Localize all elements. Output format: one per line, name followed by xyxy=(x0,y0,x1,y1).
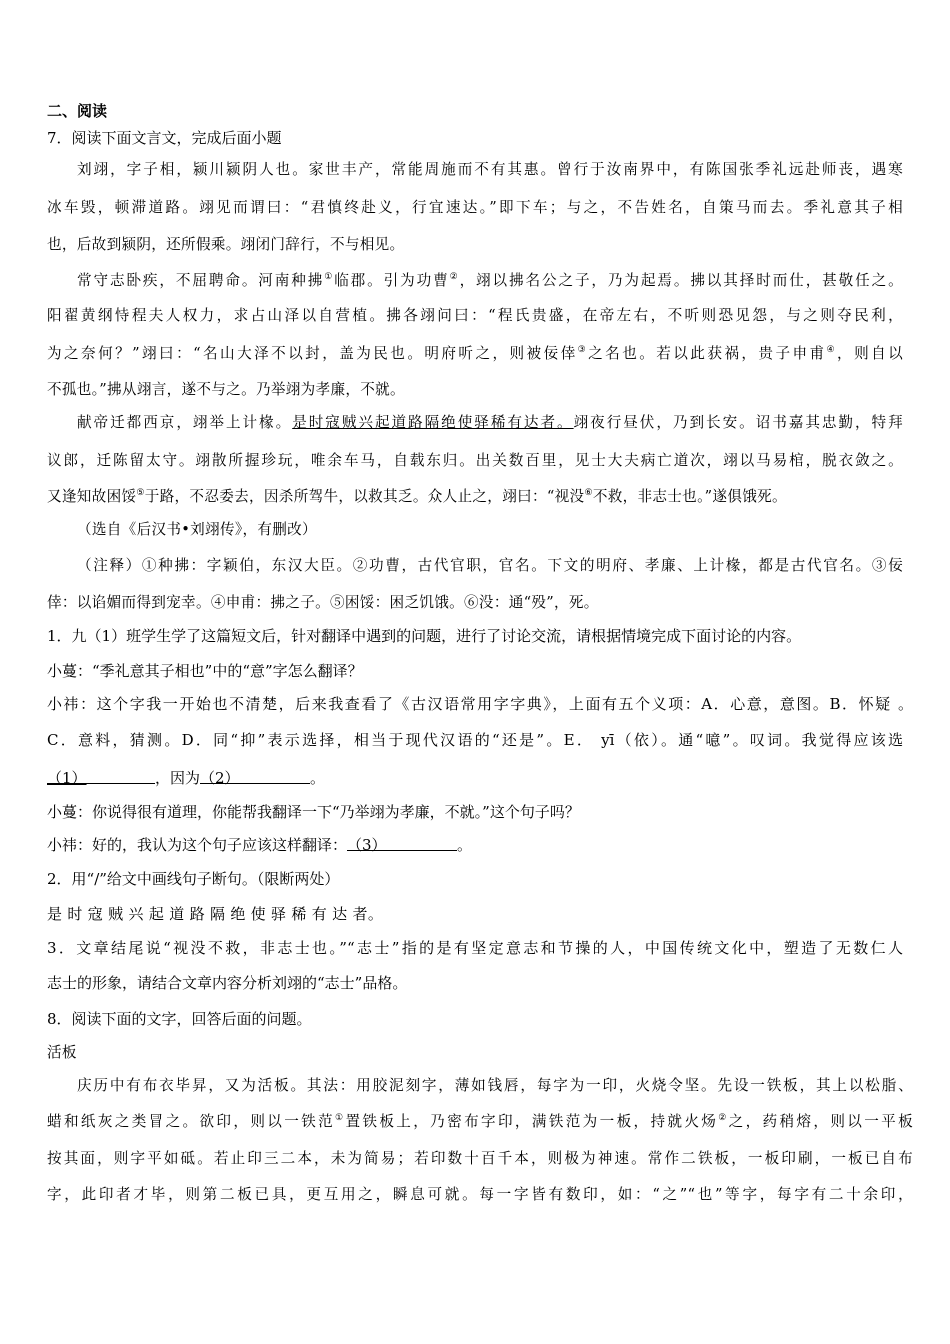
passage-line: 冰车毁，顿滞道路。翊见而谓曰：“君慎终赴义，行宜速达。”即下车；与之，不告姓名，自策马而去。季礼意其子相 xyxy=(47,199,903,216)
answer-blank-1[interactable]: （1） xyxy=(47,768,155,784)
passage-line: 献帝迁都西京，翊举上计椽。是时寇贼兴起道路隔绝使驿稀有达者。翊夜行昼伏，乃到长安。诏书嘉其忠勤，特拜 xyxy=(77,414,903,431)
q7-prompt: 7．阅读下面文言文，完成后面小题 xyxy=(47,129,282,147)
footnote-marker: ① xyxy=(324,272,335,283)
footnote-marker: ② xyxy=(449,272,460,283)
passage-line: 按其面，则字平如砥。若止印三二本，未为简易；若印数十百千本，则极为神速。常作二铁板，一板印刷，一板已自布 xyxy=(47,1150,913,1167)
dialogue-line: C．意料，猜测。D．同“抑”表示选择，相当于现代汉语的“还是”。E． yī（依）。通“噫”。叹词。我觉得应该选 xyxy=(47,731,903,749)
question-text: 1．九（1）班学生学了这篇短文后，针对翻译中遇到的问题，进行了讨论交流，请根据情境完成下面讨论的内容。 xyxy=(47,627,802,645)
passage-line: 阳翟黄纲恃程夫人权力，求占山泽以自营植。拂各翊问曰：“程氏贵盛，在帝左右，不听则恐见怨，与之则夺民利， xyxy=(47,307,903,324)
passage-line: 常守志卧疾，不屈聘命。河南种拂①临郡。引为功曹②，翊以拂名公之子，乃为起焉。拂以其择时而仕，甚敬任之。 xyxy=(77,272,903,289)
passage-line: 也，后故到颍阴，还所假乘。翊闭门辞行，不与相见。 xyxy=(47,236,405,253)
answer-blank-3[interactable]: （3） xyxy=(347,835,457,851)
note-line: （注释）①种拂：字颖伯，东汉大臣。②功曹，古代官职，官名。下文的明府、孝廉、上计椽，都是古代官名。③佞 xyxy=(77,557,903,574)
passage-line: 蜡和纸灰之类冒之。欲印，则以一铁范①置铁板上，乃密布字印，满铁范为一板，持就火炀②之，药稍熔，则以一平板 xyxy=(47,1113,913,1130)
passage-line: 字，此印者才毕，则第二板已具，更互用之，瞬息可就。每一字皆有数印，如：“之”“也”等字，每字有二十余印， xyxy=(47,1186,913,1203)
note-line: 倖：以谄媚而得到宠幸。④申甫：拂之子。⑤困馁：困乏饥饿。⑥没：通“殁”，死。 xyxy=(47,594,599,611)
passage-source: （选自《后汉书•刘翊传》，有删改） xyxy=(77,521,317,538)
footnote-marker: ① xyxy=(335,1113,346,1124)
passage-line: 又逢知故困馁⑤于路，不忍委去，因杀所驾牛，以救其乏。众人止之，翊曰：“视没⑥不救，非志士也。”遂俱饿死。 xyxy=(47,488,787,505)
passage-line: 为之奈何？”翊曰：“名山大泽不以封，盖为民也。明府听之，则被佞倖③之名也。若以此获祸，贵子申甫④，则自以 xyxy=(47,345,904,362)
answer-line: （1） ，因为（2） 。 xyxy=(47,769,326,787)
dialogue-line: 小祎：这个字我一开始也不清楚，后来我查看了《古汉语常用字字典》，上面有五个义项：A．心意，意图。B．怀疑 。 xyxy=(47,695,913,713)
dialogue-line: 小蔓：你说得很有道理，你能帮我翻译一下“乃举翊为孝廉，不就。”这个句子吗？ xyxy=(47,803,580,821)
passage-line: 庆历中有布衣毕昇，又为活板。其法：用胶泥刻字，薄如钱唇，每字为一印，火烧令坚。先设一铁板，其上以松脂、 xyxy=(77,1077,913,1094)
answer-line: 小祎：好的，我认为这个句子应该这样翻译：（3） 。 xyxy=(47,836,473,854)
question-text: 2．用“/”给文中画线句子断句。（限断两处） xyxy=(47,870,340,888)
footnote-marker: ③ xyxy=(577,345,589,356)
passage-title: 活板 xyxy=(47,1044,77,1061)
footnote-marker: ⑤ xyxy=(136,488,145,499)
question-text: 志士的形象，请结合文章内容分析刘翊的“志士”品格。 xyxy=(47,974,408,992)
q8-prompt: 8．阅读下面的文字，回答后面的问题。 xyxy=(47,1010,312,1028)
underlined-sentence: 是时寇贼兴起道路隔绝使驿稀有达者。 xyxy=(292,414,574,431)
footnote-marker: ⑥ xyxy=(584,488,593,499)
passage-line: 刘翊，字子相，颍川颍阴人也。家世丰产，常能周施而不有其惠。曾行于汝南界中，有陈国张季礼远赴师丧，遇寒 xyxy=(77,161,903,178)
dialogue-line: 小蔓：“季礼意其子相也”中的“意”字怎么翻译？ xyxy=(47,662,363,680)
answer-blank-2[interactable]: （2） xyxy=(200,768,310,784)
passage-line: 不孤也。”拂从翊言，遂不与之。乃举翊为孝廉，不就。 xyxy=(47,381,405,398)
footnote-marker: ④ xyxy=(826,345,838,356)
question-text: 3．文章结尾说“视没不救，非志士也。”“志士”指的是有坚定意志和节操的人，中国传统文化中，塑造了无数仁人 xyxy=(47,939,903,957)
passage-line: 议郎，迁陈留太守。翊散所握珍玩，唯余车马，自载东归。出关数百里，见士大夫病亡道次，翊以马易棺，脱衣敛之。 xyxy=(47,452,903,469)
section-header: 二、阅读 xyxy=(47,102,108,120)
footnote-marker: ② xyxy=(718,1113,729,1124)
sentence-to-segment: 是 时 寇 贼 兴 起 道 路 隔 绝 使 驿 稀 有 达 者。 xyxy=(47,905,384,923)
